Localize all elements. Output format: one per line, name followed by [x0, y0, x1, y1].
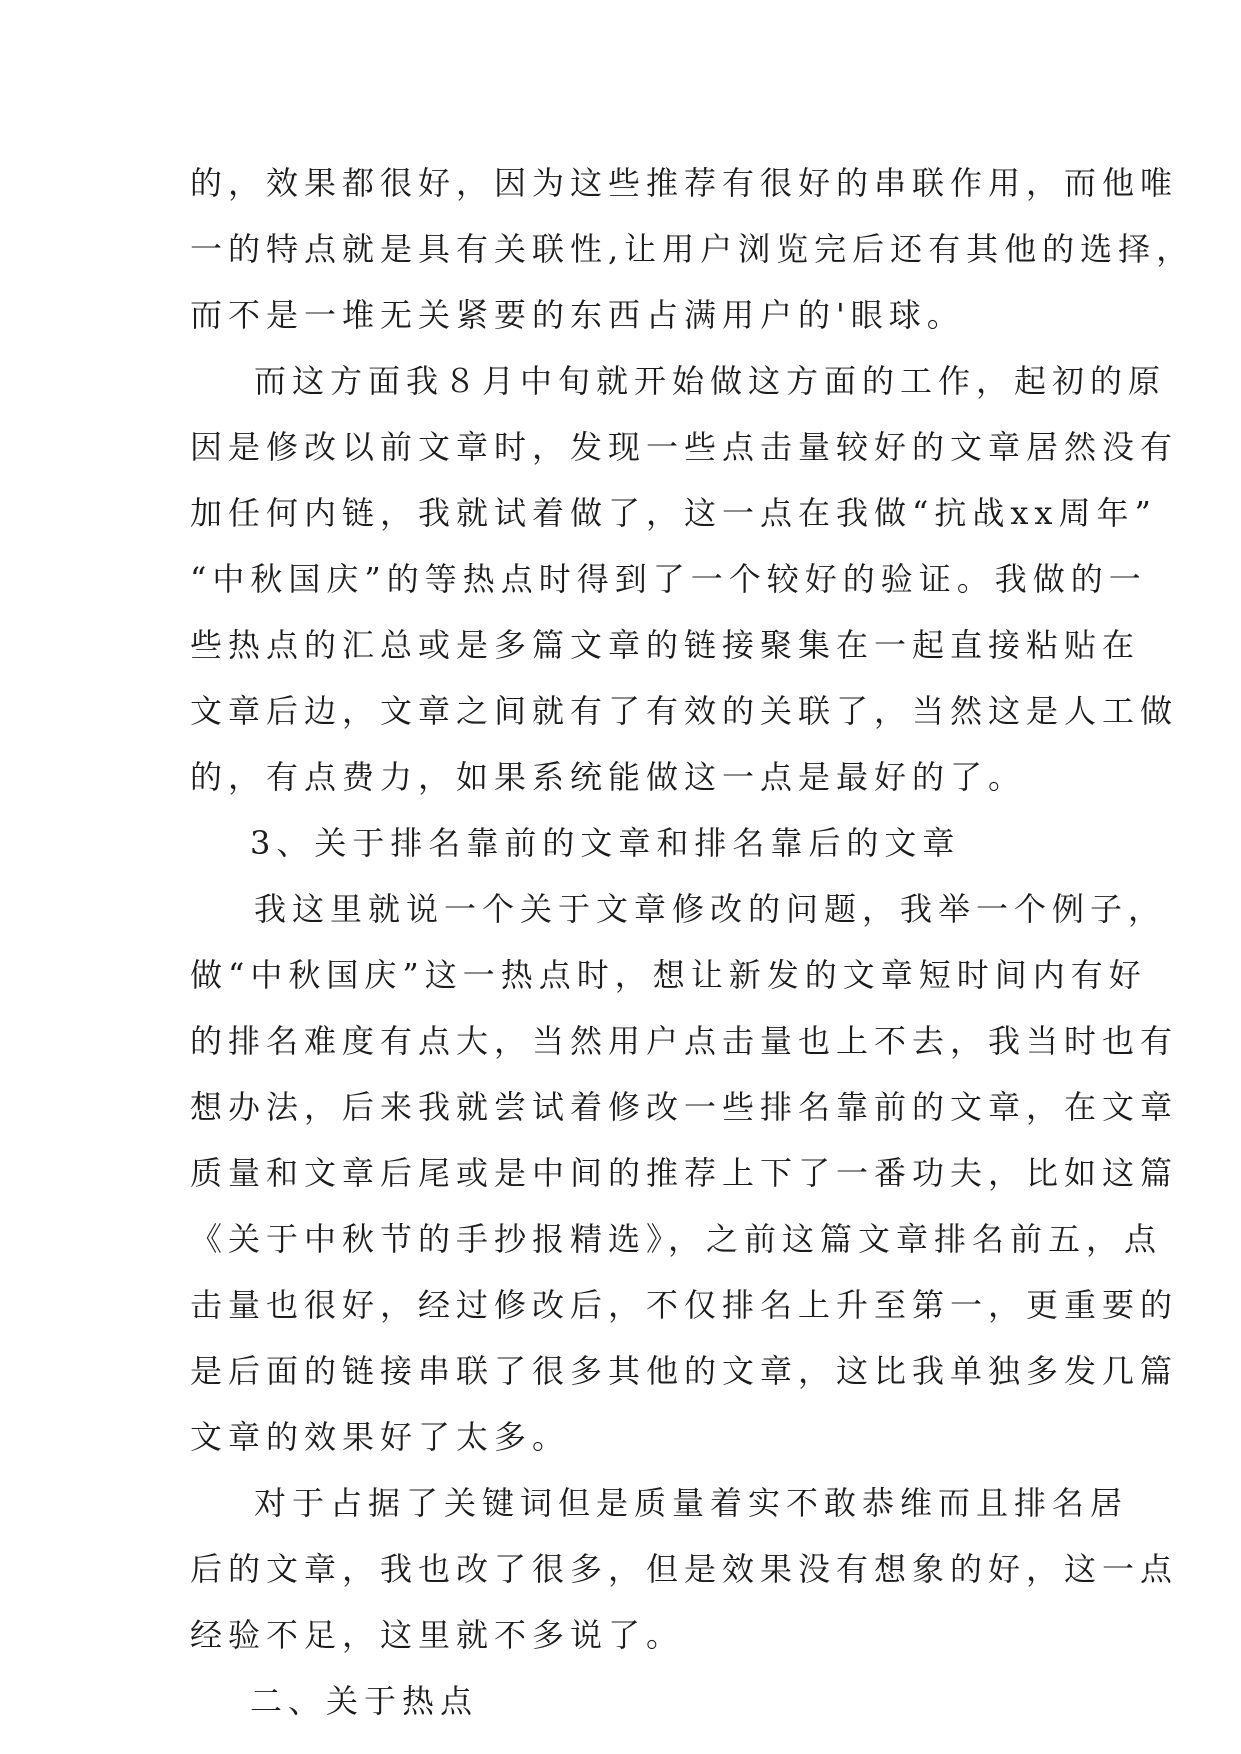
text-line: 而不是一堆无关紧要的东西占满用户的'眼球。 [190, 296, 965, 334]
text-line: 文章的效果好了太多。 [190, 1418, 571, 1456]
section-heading: 3、关于排名靠前的文章和排名靠后的文章 [250, 824, 961, 862]
text-line: 因是修改以前文章时，发现一些点击量较好的文章居然没有 [190, 428, 1179, 466]
text-line: 《关于中秋节的手抄报精选》，之前这篇文章排名前五，点 [190, 1220, 1163, 1258]
text-line: 经验不足，这里就不多说了。 [190, 1616, 685, 1654]
text-line: 的，效果都很好，因为这些推荐有很好的串联作用，而他唯 [190, 164, 1179, 202]
text-line: 的排名难度有点大，当然用户点击量也上不去，我当时也有 [190, 1022, 1179, 1060]
paragraph-start-line: 而这方面我８月中旬就开始做这方面的工作，起初的原 [254, 362, 1167, 400]
text-line: 击量也很好，经过修改后，不仅排名上升至第一，更重要的 [190, 1286, 1179, 1324]
text-line: 做“中秋国庆”这一热点时，想让新发的文章短时间内有好 [190, 956, 1147, 994]
text-line: 想办法，后来我就尝试着修改一些排名靠前的文章，在文章 [190, 1088, 1179, 1126]
document-body [190, 150, 1195, 1734]
text-line: 些热点的汇总或是多篇文章的链接聚集在一起直接粘贴在 [190, 626, 1141, 664]
text-line: “中秋国庆”的等热点时得到了一个较好的验证。我做的一 [190, 560, 1147, 598]
paragraph-start-line: 对于占据了关键词但是质量着实不敢恭维而且排名居 [254, 1484, 1129, 1522]
text-line: 加任何内链，我就试着做了，这一点在我做“抗战xx周年” [190, 494, 1157, 532]
text-line: 的，有点费力，如果系统能做这一点是最好的了。 [190, 758, 1027, 796]
text-line: 是后面的链接串联了很多其他的文章，这比我单独多发几篇 [190, 1352, 1179, 1390]
text-line: 后的文章，我也改了很多，但是效果没有想象的好，这一点 [190, 1550, 1179, 1588]
text-line: 一的特点就是具有关联性,让用户浏览完后还有其他的选择， [190, 230, 1195, 268]
paragraph-start-line: 我这里就说一个关于文章修改的问题，我举一个例子， [254, 890, 1167, 928]
text-line: 质量和文章后尾或是中间的推荐上下了一番功夫，比如这篇 [190, 1154, 1179, 1192]
section-heading: 二、关于热点 [250, 1682, 479, 1720]
text-line: 文章后边，文章之间就有了有效的关联了，当然这是人工做 [190, 692, 1179, 730]
